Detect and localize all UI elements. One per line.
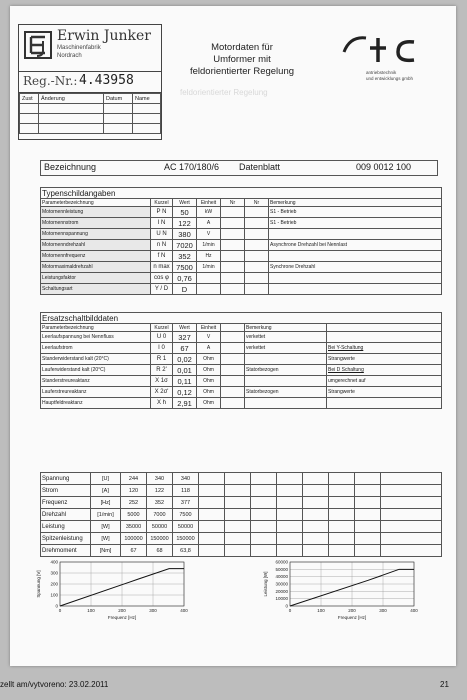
parameter-unit xyxy=(197,273,221,284)
parameter-note xyxy=(269,273,442,284)
row-label: Spitzenleistung xyxy=(41,533,91,545)
row-unit: [Nm] xyxy=(91,545,121,557)
parameter-symbol: R 1 xyxy=(151,354,173,365)
parameter-unit: 1/min xyxy=(197,240,221,251)
table-row xyxy=(41,262,442,273)
parameter-symbol: X 2σ' xyxy=(151,387,173,398)
row-value: 50000 xyxy=(173,521,199,533)
x-tick-label: 200 xyxy=(348,608,356,613)
row-value: 120 xyxy=(121,485,147,497)
empty-cell xyxy=(221,354,245,365)
parameter-name: Motornennstrom xyxy=(41,218,151,229)
parameter-name: Motornennspannung xyxy=(41,229,151,240)
revision-header: Name xyxy=(133,94,161,104)
y-tick-label: 20000 xyxy=(275,588,288,594)
parameter-note: verkettet xyxy=(245,332,327,343)
parameter-name: Lauferstreureaktanz xyxy=(41,387,151,398)
parameter-name: Motormaximaldrehzahl xyxy=(41,262,151,273)
company-location: Nordrach xyxy=(57,53,82,59)
table-row xyxy=(41,497,442,509)
row-label: Strom xyxy=(41,485,91,497)
table-row xyxy=(41,473,442,485)
empty-cell xyxy=(327,324,442,332)
parameter-value: 0,76 xyxy=(173,273,197,284)
parameter-symbol: X h xyxy=(151,398,173,409)
table-row xyxy=(41,485,442,497)
parameter-note: S1 - Betrieb xyxy=(269,218,442,229)
y-tick-label: 100 xyxy=(50,592,58,598)
table-row xyxy=(41,273,442,284)
table-row xyxy=(41,376,442,387)
x-tick-label: 0 xyxy=(288,608,292,613)
y-axis-label: Spannung [V] xyxy=(36,570,41,598)
table-row xyxy=(41,521,442,533)
x-tick-label: 300 xyxy=(379,608,387,613)
row-value: 7500 xyxy=(173,509,199,521)
y-tick-label: 300 xyxy=(50,570,58,576)
row-value: 5000 xyxy=(121,509,147,521)
row-value: 252 xyxy=(121,497,147,509)
revision-cell xyxy=(39,124,104,134)
parameter-note-extra xyxy=(327,398,442,409)
title-line: feldorientierter Regelung xyxy=(189,66,295,77)
empty-cell xyxy=(221,229,245,240)
designation-row xyxy=(40,160,438,176)
parameter-note-extra: Strangwerte xyxy=(327,387,442,398)
y-axis-label: Leistung [W] xyxy=(263,571,268,597)
empty-cell xyxy=(245,240,269,251)
x-tick-label: 0 xyxy=(58,608,62,613)
parameter-name: Motornenndrehzahl xyxy=(41,240,151,251)
parameter-note: Synchrone Drehzahl xyxy=(269,262,442,273)
parameter-note xyxy=(269,251,442,262)
parameter-note xyxy=(269,229,442,240)
row-unit: [Hz] xyxy=(91,497,121,509)
parameter-name: Lauferwiderstand kalt (20°C) xyxy=(41,365,151,376)
empty-cell xyxy=(221,332,245,343)
column-header: Bemerkung xyxy=(245,324,327,332)
page-number: 21 xyxy=(440,680,449,689)
parameter-value: 0,12 xyxy=(173,387,197,398)
document-type: Datenblatt xyxy=(239,162,281,172)
parameter-note: S1 - Betrieb xyxy=(269,207,442,218)
parameter-symbol: X 1σ xyxy=(151,376,173,387)
empty-cell xyxy=(221,387,245,398)
table-row xyxy=(41,240,442,251)
y-tick-label: 50000 xyxy=(275,566,288,572)
parameter-symbol: I N xyxy=(151,218,173,229)
revision-cell xyxy=(39,114,104,124)
table-row xyxy=(41,387,442,398)
parameter-name: Standerwiderstand kalt (20°C) xyxy=(41,354,151,365)
revision-cell xyxy=(104,114,133,124)
table-row xyxy=(41,533,442,545)
empty-cell xyxy=(245,251,269,262)
revision-header: Änderung xyxy=(39,94,104,104)
revision-cell xyxy=(133,114,161,124)
parameter-name: Standerstreureaktanz xyxy=(41,376,151,387)
x-tick-label: 100 xyxy=(87,608,95,613)
revision-cell xyxy=(104,104,133,114)
parameter-name: Motornennleistung xyxy=(41,207,151,218)
empty-cell xyxy=(221,284,245,295)
parameter-unit: Ohm xyxy=(197,398,221,409)
parameter-value: 50 xyxy=(173,207,197,218)
parameter-note xyxy=(245,354,327,365)
parameter-symbol: n N xyxy=(151,240,173,251)
title-line: Umformer mit xyxy=(213,54,271,65)
company-stamp xyxy=(18,24,162,140)
row-value: 63,8 xyxy=(173,545,199,557)
parameter-symbol: U N xyxy=(151,229,173,240)
y-tick-label: 400 xyxy=(50,559,58,565)
column-header: Nr xyxy=(221,199,245,207)
row-value: 35000 xyxy=(121,521,147,533)
row-value: 340 xyxy=(147,473,173,485)
parameter-name: Schaltungsart xyxy=(41,284,151,295)
table-row xyxy=(41,509,442,521)
title-line: Motordaten für xyxy=(211,42,273,53)
empty-cell xyxy=(245,273,269,284)
parameter-value: 67 xyxy=(173,343,197,354)
parameter-note-extra xyxy=(327,332,442,343)
parameter-note: Statorbezogen xyxy=(245,387,327,398)
company-name: Erwin Junker xyxy=(57,28,151,44)
parameter-note-extra: umgerechnet auf xyxy=(327,376,442,387)
parameter-note: Asynchrone Drehzahl bei Nennlast xyxy=(269,240,442,251)
parameter-unit xyxy=(197,284,221,295)
nameplate-table xyxy=(40,187,442,295)
designation-label: Bezeichnung xyxy=(44,162,97,172)
parameter-name: Leerlaufspannung bei Nennfluss xyxy=(41,332,151,343)
table-row xyxy=(41,207,442,218)
table-row xyxy=(41,354,442,365)
row-label: Spannung xyxy=(41,473,91,485)
empty-cell xyxy=(221,251,245,262)
parameter-value: 0,11 xyxy=(173,376,197,387)
equivalent-circuit-table xyxy=(40,312,442,409)
row-value: 352 xyxy=(147,497,173,509)
row-value: 100000 xyxy=(121,533,147,545)
parameter-value: 122 xyxy=(173,218,197,229)
empty-cell xyxy=(221,240,245,251)
parameter-note-extra: Bei D Schaltung xyxy=(327,365,442,376)
operating-points-table xyxy=(40,472,442,557)
parameter-value: D xyxy=(173,284,197,295)
parameter-unit: V xyxy=(197,332,221,343)
empty-cell xyxy=(221,207,245,218)
x-axis-label: Frequenz [Hz] xyxy=(107,615,137,620)
column-header: Bemerkung xyxy=(269,199,442,207)
row-unit: [U] xyxy=(91,473,121,485)
junker-logo-icon xyxy=(23,30,53,60)
parameter-note xyxy=(269,284,442,295)
table-row xyxy=(41,229,442,240)
column-header: Wert xyxy=(173,324,197,332)
y-tick-label: 0 xyxy=(285,603,288,609)
revision-cell xyxy=(20,124,39,134)
empty-cell xyxy=(221,376,245,387)
row-unit: [W] xyxy=(91,521,121,533)
y-tick-label: 40000 xyxy=(275,574,288,580)
row-label: Drehmoment xyxy=(41,545,91,557)
empty-cell xyxy=(245,262,269,273)
table-row xyxy=(41,365,442,376)
row-value: 150000 xyxy=(147,533,173,545)
revision-cell xyxy=(20,104,39,114)
empty-cell xyxy=(221,262,245,273)
y-tick-label: 0 xyxy=(55,603,58,609)
parameter-note: verkettet xyxy=(245,343,327,354)
parameter-unit: A xyxy=(197,218,221,229)
parameter-value: 2,91 xyxy=(173,398,197,409)
column-header: Kurzel xyxy=(151,199,173,207)
row-label: Leistung xyxy=(41,521,91,533)
parameter-note xyxy=(245,398,327,409)
empty-cell xyxy=(221,343,245,354)
x-tick-label: 200 xyxy=(118,608,126,613)
parameter-value: 7500 xyxy=(173,262,197,273)
section-title: Ersatzschaltbilddaten xyxy=(41,313,442,324)
empty-cell xyxy=(221,398,245,409)
datasheet-page xyxy=(10,6,456,666)
table-row xyxy=(41,251,442,262)
y-tick-label: 10000 xyxy=(275,596,288,602)
parameter-symbol: U 0 xyxy=(151,332,173,343)
column-header: Kurzel xyxy=(151,324,173,332)
row-value: 340 xyxy=(173,473,199,485)
x-tick-label: 100 xyxy=(317,608,325,613)
parameter-unit: Hz xyxy=(197,251,221,262)
voltage-frequency-chart xyxy=(34,556,194,626)
show-through-text: feldorientierter Regelung xyxy=(180,88,268,97)
row-value: 118 xyxy=(173,485,199,497)
column-header: Wert xyxy=(173,199,197,207)
parameter-unit: 1/min xyxy=(197,262,221,273)
parameter-note-extra: Strangwerte xyxy=(327,354,442,365)
parameter-name: Hauptfeldreaktanz xyxy=(41,398,151,409)
x-tick-label: 300 xyxy=(149,608,157,613)
brand-line: antriebstechnik xyxy=(366,70,397,75)
column-header: Parameterbezeichnung xyxy=(41,199,151,207)
registration-number: 4.43958 xyxy=(79,73,134,88)
revision-table xyxy=(19,93,161,134)
parameter-unit: A xyxy=(197,343,221,354)
document-title xyxy=(168,42,316,78)
table-row xyxy=(41,284,442,295)
parameter-value: 7020 xyxy=(173,240,197,251)
parameter-unit: V xyxy=(197,229,221,240)
parameter-note-extra: Bei Y-Schaltung xyxy=(327,343,442,354)
registration-label: Reg.-Nr.: xyxy=(23,74,78,88)
parameter-value: 0,01 xyxy=(173,365,197,376)
parameter-symbol: Y / D xyxy=(151,284,173,295)
x-tick-label: 400 xyxy=(410,608,418,613)
column-header: Einheit xyxy=(197,199,221,207)
table-row xyxy=(41,398,442,409)
row-value: 377 xyxy=(173,497,199,509)
parameter-value: 380 xyxy=(173,229,197,240)
x-axis-label: Frequenz [Hz] xyxy=(337,615,367,620)
parameter-symbol: R 2' xyxy=(151,365,173,376)
revision-header: Zust xyxy=(20,94,39,104)
parameter-note: Statorbezogen xyxy=(245,365,327,376)
row-value: 122 xyxy=(147,485,173,497)
row-label: Frequenz xyxy=(41,497,91,509)
motor-model: AC 170/180/6 xyxy=(164,162,220,172)
parameter-symbol: P N xyxy=(151,207,173,218)
row-unit: [W] xyxy=(91,533,121,545)
parameter-name: Leerlaufstrom xyxy=(41,343,151,354)
column-header: Nr xyxy=(245,199,269,207)
creation-date: zellt am/vytvoreno: 23.02.2011 xyxy=(0,680,109,689)
empty-cell xyxy=(245,207,269,218)
row-unit: [A] xyxy=(91,485,121,497)
parameter-unit: Ohm xyxy=(197,387,221,398)
parameter-unit: Ohm xyxy=(197,354,221,365)
revision-cell xyxy=(20,114,39,124)
document-number: 009 0012 100 xyxy=(356,162,412,172)
empty-cell xyxy=(245,229,269,240)
parameter-value: 327 xyxy=(173,332,197,343)
row-value: 244 xyxy=(121,473,147,485)
power-frequency-chart xyxy=(260,556,428,626)
parameter-symbol: n max xyxy=(151,262,173,273)
row-value: 50000 xyxy=(147,521,173,533)
table-row xyxy=(41,343,442,354)
empty-cell xyxy=(221,324,245,332)
table-row xyxy=(41,218,442,229)
parameter-unit: kW xyxy=(197,207,221,218)
row-value: 150000 xyxy=(173,533,199,545)
brand-line: und entwicklungs gmbh xyxy=(366,76,414,81)
column-header: Einheit xyxy=(197,324,221,332)
table-row xyxy=(41,545,442,557)
row-label: Drehzahl xyxy=(41,509,91,521)
section-title: Typenschildangaben xyxy=(41,188,442,199)
brand-logo-icon xyxy=(340,32,430,66)
x-tick-label: 400 xyxy=(180,608,188,613)
parameter-value: 352 xyxy=(173,251,197,262)
column-header: Parameterbezeichnung xyxy=(41,324,151,332)
parameter-unit: Ohm xyxy=(197,365,221,376)
empty-cell xyxy=(245,284,269,295)
company-subtitle: Maschinenfabrik xyxy=(57,45,101,51)
parameter-name: Motornennfrequenz xyxy=(41,251,151,262)
parameter-symbol: I 0 xyxy=(151,343,173,354)
empty-cell xyxy=(221,273,245,284)
parameter-note xyxy=(245,376,327,387)
empty-cell xyxy=(221,218,245,229)
parameter-unit: Ohm xyxy=(197,376,221,387)
empty-cell xyxy=(221,365,245,376)
y-tick-label: 200 xyxy=(50,581,58,587)
revision-cell xyxy=(133,124,161,134)
row-value: 68 xyxy=(147,545,173,557)
parameter-name: Leistungsfaktor xyxy=(41,273,151,284)
revision-cell xyxy=(133,104,161,114)
revision-cell xyxy=(39,104,104,114)
revision-header: Datum xyxy=(104,94,133,104)
row-unit: [1/min] xyxy=(91,509,121,521)
parameter-symbol: f N xyxy=(151,251,173,262)
empty-cell xyxy=(245,218,269,229)
parameter-symbol: cos φ xyxy=(151,273,173,284)
row-value: 7000 xyxy=(147,509,173,521)
registration-row xyxy=(19,71,161,93)
parameter-value: 0,02 xyxy=(173,354,197,365)
table-row xyxy=(41,332,442,343)
y-tick-label: 30000 xyxy=(275,581,288,587)
row-value: 67 xyxy=(121,545,147,557)
y-tick-label: 60000 xyxy=(275,559,288,565)
revision-cell xyxy=(104,124,133,134)
